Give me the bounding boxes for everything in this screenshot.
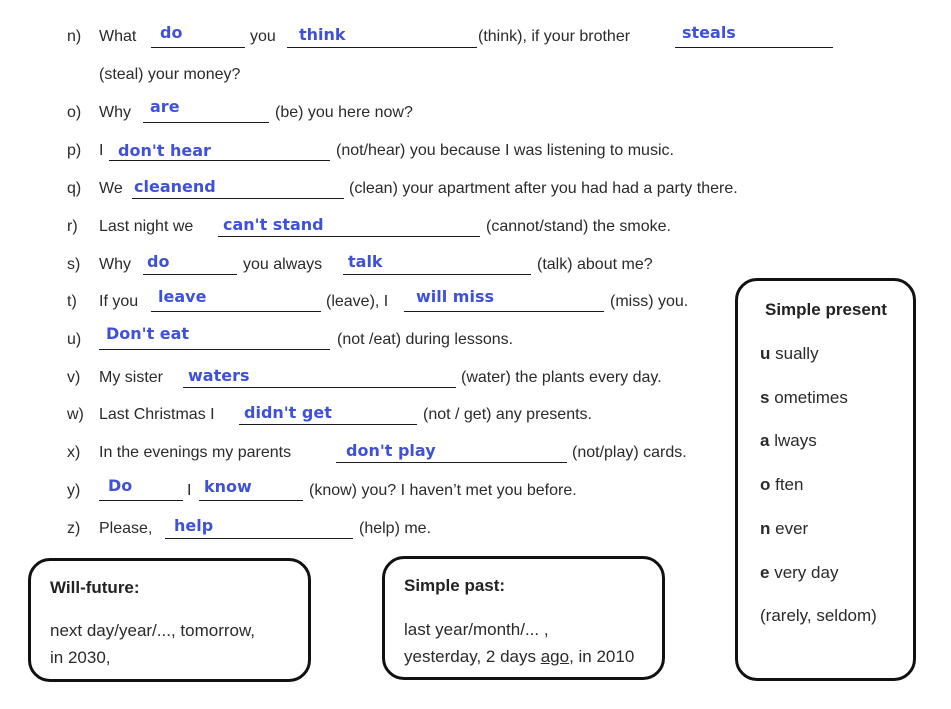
- exercise-letter: t): [67, 293, 77, 310]
- prompt-text: (think), if your brother: [478, 28, 631, 45]
- prompt-text: (clean) your apartment after you had had a party there.: [349, 180, 738, 197]
- prompt-text: In the evenings my parents: [99, 444, 292, 461]
- prompt-text: (help) me.: [359, 520, 432, 537]
- answer-text: do: [147, 252, 170, 271]
- answer-text: will miss: [416, 287, 495, 306]
- prompt-text: My sister: [99, 369, 163, 386]
- box-title: Will-future:: [50, 578, 140, 597]
- frequency-word: u sually: [760, 344, 819, 363]
- prompt-text: (water) the plants every day.: [461, 369, 662, 386]
- prompt-text: Last Christmas I: [99, 406, 215, 423]
- answer-blank[interactable]: [183, 387, 456, 388]
- answer-text: talk: [348, 252, 383, 271]
- frequency-word: s ometimes: [760, 388, 848, 407]
- prompt-text: you: [250, 28, 276, 45]
- answer-blank[interactable]: [343, 274, 531, 275]
- frequency-word: o ften: [760, 475, 804, 494]
- simple-past-box: [382, 556, 665, 680]
- answer-text: can't stand: [223, 215, 324, 234]
- answer-text: know: [204, 477, 252, 496]
- answer-blank[interactable]: [99, 349, 330, 350]
- answer-text: don't hear: [118, 141, 211, 160]
- prompt-text: (miss) you.: [610, 293, 689, 310]
- prompt-text: (know) you? I haven’t met you before.: [309, 482, 577, 499]
- answer-text: steals: [682, 23, 736, 42]
- prompt-text: (steal) your money?: [99, 66, 241, 83]
- answer-blank[interactable]: [218, 236, 480, 237]
- prompt-text: If you: [99, 293, 139, 310]
- exercise-letter: n): [67, 28, 82, 45]
- exercise-letter: y): [67, 482, 81, 499]
- answer-text: leave: [158, 287, 207, 306]
- answer-blank[interactable]: [287, 47, 477, 48]
- frequency-word: a lways: [760, 431, 817, 450]
- exercise-letter: v): [67, 369, 81, 386]
- answer-blank[interactable]: [199, 500, 303, 501]
- answer-blank[interactable]: [109, 160, 330, 161]
- prompt-text: Last night we: [99, 218, 194, 235]
- prompt-text: I: [99, 142, 104, 159]
- frequency-note: (rarely, seldom): [760, 606, 877, 625]
- answer-blank[interactable]: [239, 424, 417, 425]
- exercise-letter: z): [67, 520, 81, 537]
- will-future-box: [28, 558, 311, 682]
- exercise-letter: r): [67, 218, 78, 235]
- prompt-text: We: [99, 180, 123, 197]
- answer-blank[interactable]: [336, 462, 567, 463]
- prompt-text: (not /eat) during lessons.: [337, 331, 514, 348]
- prompt-text: Please,: [99, 520, 153, 537]
- answer-text: Do: [108, 476, 133, 495]
- answer-text: didn't get: [244, 403, 332, 422]
- answer-blank[interactable]: [132, 198, 344, 199]
- exercise-letter: x): [67, 444, 81, 461]
- answer-blank[interactable]: [151, 311, 321, 312]
- answer-text: are: [150, 97, 180, 116]
- answer-blank[interactable]: [675, 47, 833, 48]
- frequency-word: e very day: [760, 563, 839, 582]
- exercise-letter: q): [67, 180, 82, 197]
- simple-present-box: [735, 278, 916, 681]
- prompt-text: What: [99, 28, 137, 45]
- exercise-letter: p): [67, 142, 82, 159]
- answer-blank[interactable]: [99, 500, 183, 501]
- box-text: next day/year/..., tomorrow,: [50, 621, 256, 640]
- answer-blank[interactable]: [151, 47, 245, 48]
- frequency-word: n ever: [760, 519, 809, 538]
- prompt-text: (cannot/stand) the smoke.: [486, 218, 671, 235]
- prompt-text: Why: [99, 104, 131, 121]
- answer-text: think: [299, 25, 346, 44]
- prompt-text: (talk) about me?: [537, 256, 653, 273]
- exercise-letter: s): [67, 256, 81, 273]
- answer-text: cleanend: [134, 177, 216, 196]
- box-text: last year/month/... ,: [404, 620, 549, 639]
- box-text: yesterday, 2 days ago, in 2010: [404, 647, 635, 666]
- answer-text: waters: [188, 366, 250, 385]
- answer-text: do: [160, 23, 183, 42]
- prompt-text: (leave), I: [326, 293, 389, 310]
- prompt-text: (not/hear) you because I was listening to music.: [336, 142, 674, 159]
- prompt-text: I: [187, 482, 192, 499]
- prompt-text: (not/play) cards.: [572, 444, 687, 461]
- answer-blank[interactable]: [404, 311, 604, 312]
- prompt-text: (be) you here now?: [275, 104, 413, 121]
- exercise-letter: w): [67, 406, 84, 423]
- prompt-text: you always: [243, 256, 323, 273]
- box-title: Simple past:: [404, 576, 506, 595]
- prompt-text: Why: [99, 256, 131, 273]
- answer-blank[interactable]: [165, 538, 353, 539]
- answer-text: don't play: [346, 441, 436, 460]
- answer-blank[interactable]: [143, 122, 269, 123]
- box-title: Simple present: [765, 300, 887, 319]
- exercise-letter: o): [67, 104, 82, 121]
- answer-blank[interactable]: [143, 274, 237, 275]
- answer-text: help: [174, 516, 214, 535]
- box-text: in 2030,: [50, 648, 111, 667]
- prompt-text: (not / get) any presents.: [423, 406, 592, 423]
- answer-text: Don't eat: [106, 324, 190, 343]
- exercise-letter: u): [67, 331, 82, 348]
